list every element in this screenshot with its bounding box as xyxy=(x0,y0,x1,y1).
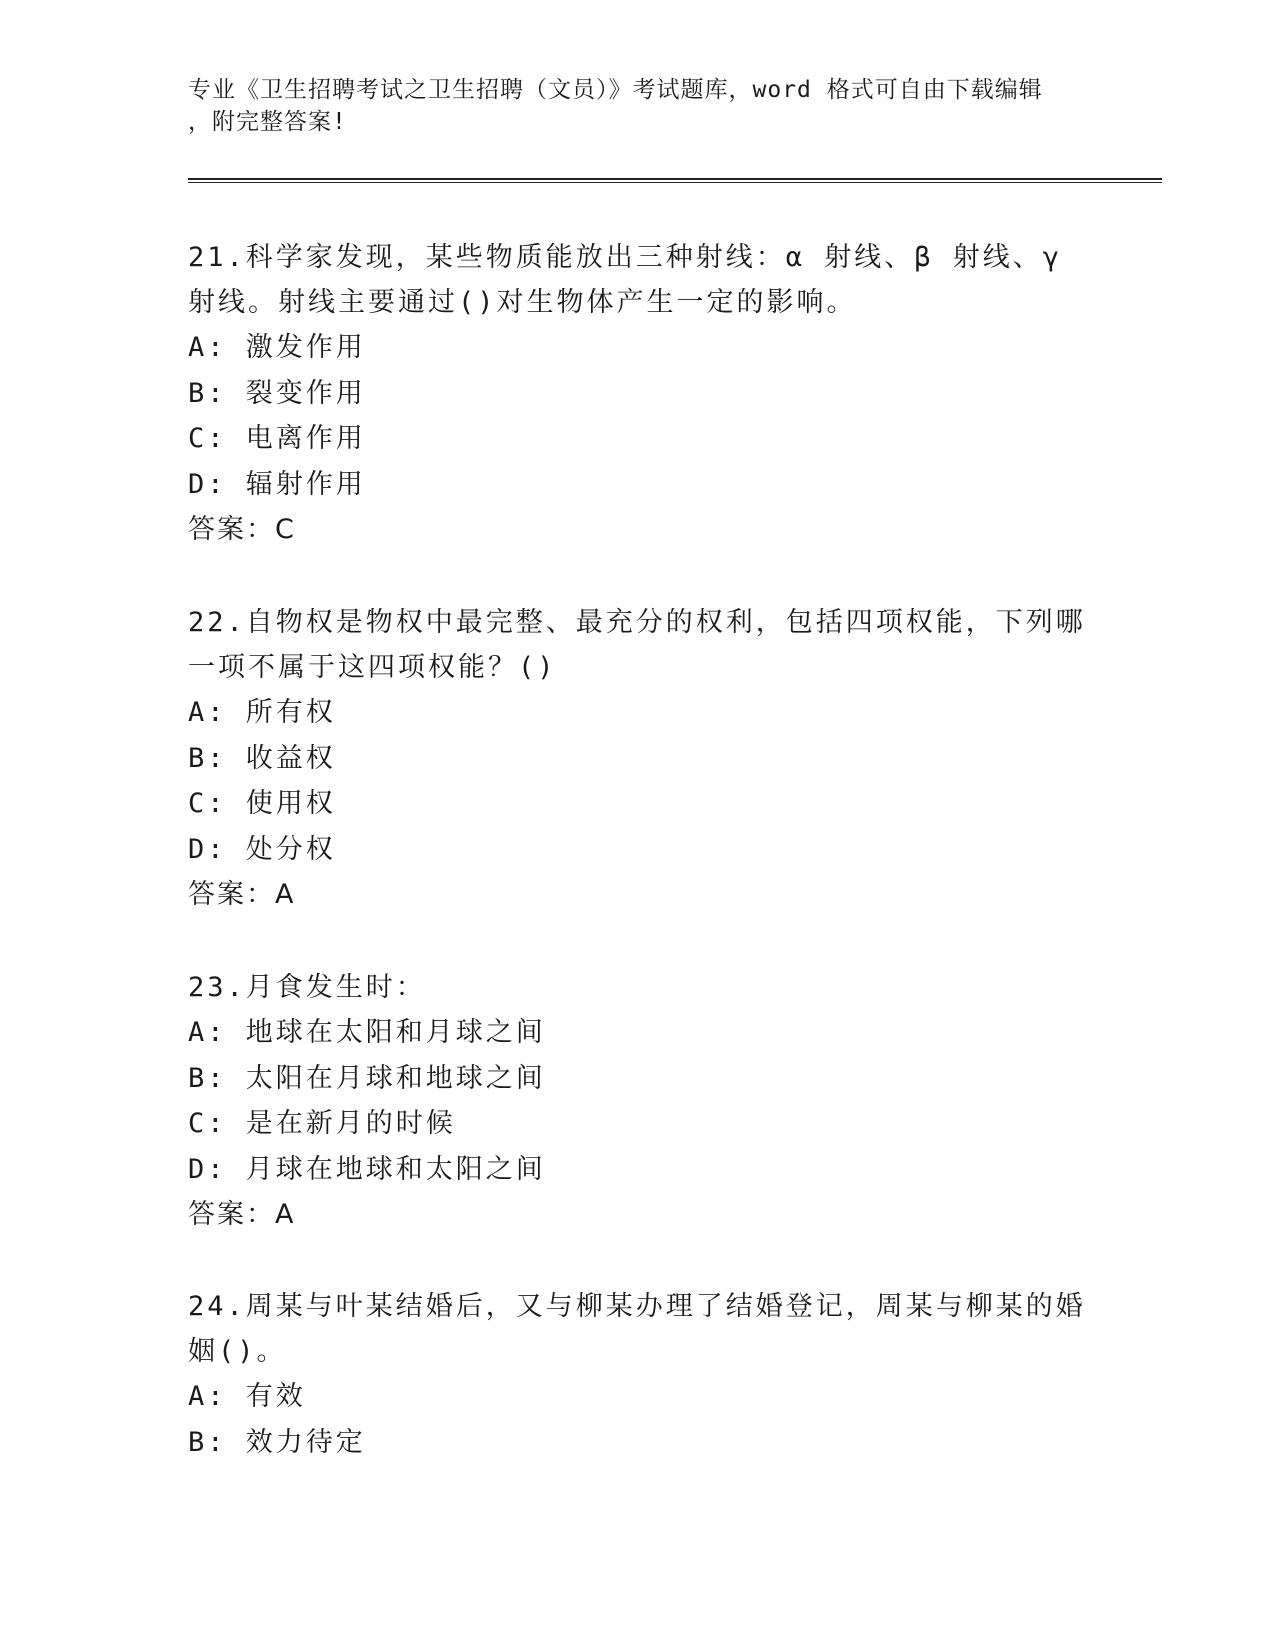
question-21 xyxy=(188,235,1088,552)
option-b: B: 太阳在月球和地球之间 xyxy=(188,1062,546,1094)
option-a: A: 地球在太阳和月球之间 xyxy=(188,1017,546,1048)
option-c: C: 使用权 xyxy=(188,788,336,819)
header-divider xyxy=(188,178,1162,183)
option-a: A: 有效 xyxy=(188,1381,306,1412)
question-stem: 22.自物权是物权中最完整、最充分的权利，包括四项权能，下列哪一项不属于这四项权能？() xyxy=(188,607,1086,683)
option-d: D: 辐射作用 xyxy=(188,468,366,500)
question-24 xyxy=(188,1284,1088,1465)
question-stem: 24.周某与叶某结婚后，又与柳某办理了结婚登记，周某与柳某的婚姻()。 xyxy=(188,1291,1086,1367)
document-header xyxy=(188,74,1078,138)
option-b: B: 收益权 xyxy=(188,742,336,774)
option-b: B: 效力待定 xyxy=(188,1426,366,1458)
header-line-2: ，附完整答案! xyxy=(188,109,347,135)
answer-line: 答案：A xyxy=(188,1199,296,1230)
question-stem: 21.科学家发现，某些物质能放出三种射线：α 射线、β 射线、γ 射线。射线主要通过()对生物体产生一定的影响。 xyxy=(188,242,1063,318)
option-c: C: 电离作用 xyxy=(188,423,366,454)
question-22 xyxy=(188,600,1088,917)
option-a: A: 所有权 xyxy=(188,697,336,728)
option-d: D: 月球在地球和太阳之间 xyxy=(188,1153,546,1185)
question-23 xyxy=(188,965,1088,1237)
question-stem: 23.月食发生时： xyxy=(188,972,426,1003)
option-d: D: 处分权 xyxy=(188,833,336,865)
option-b: B: 裂变作用 xyxy=(188,377,366,409)
answer-line: 答案：A xyxy=(188,879,296,910)
answer-line: 答案：C xyxy=(188,514,296,545)
option-c: C: 是在新月的时候 xyxy=(188,1108,456,1139)
option-a: A: 激发作用 xyxy=(188,332,366,363)
header-line-1: 专业《卫生招聘考试之卫生招聘（文员）》考试题库，word 格式可自由下载编辑 xyxy=(188,77,1043,103)
